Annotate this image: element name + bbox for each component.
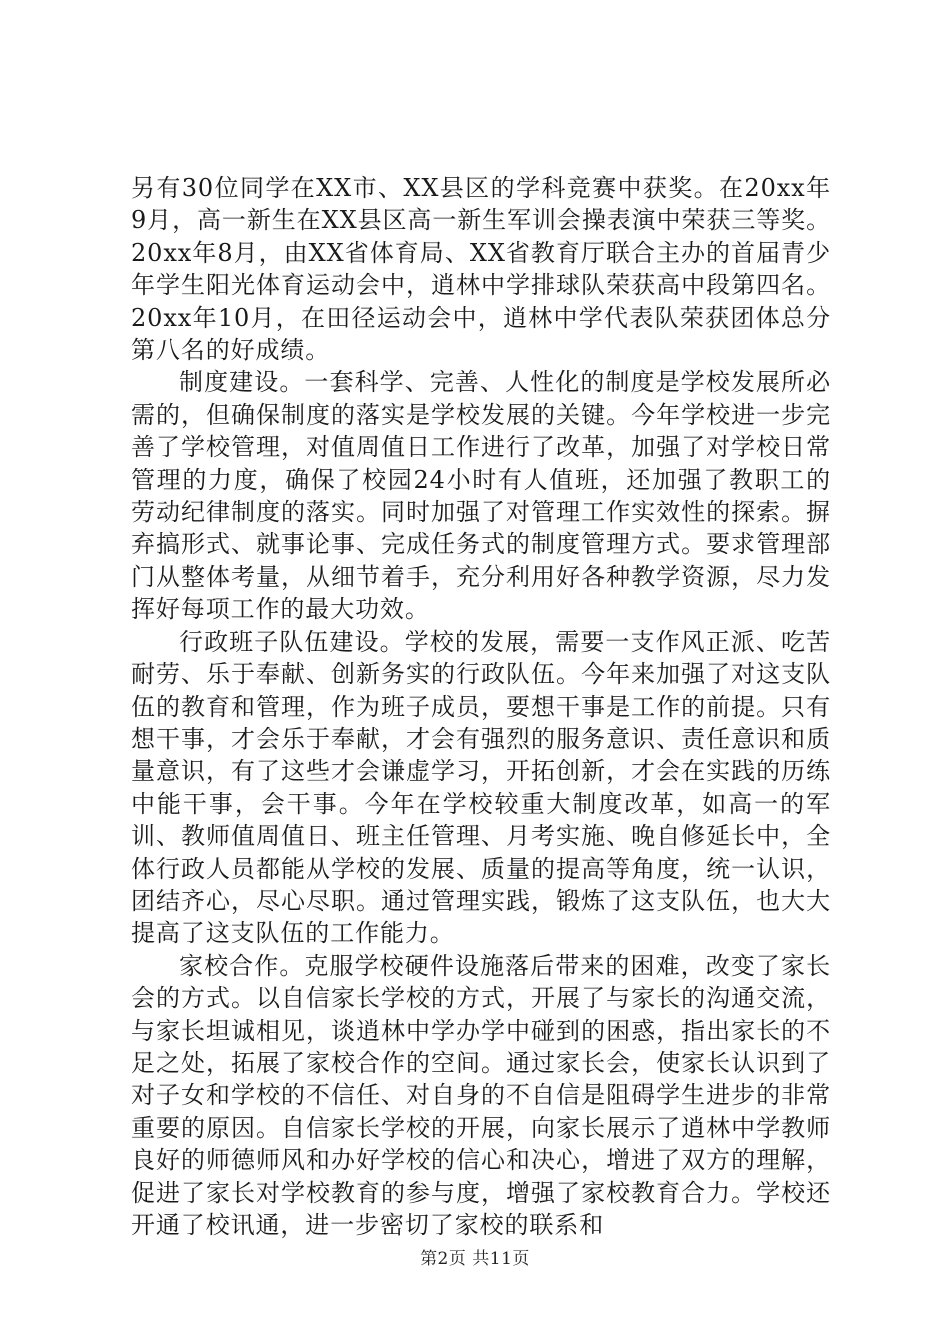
paragraph-system-construction: 制度建设。一套科学、完善、人性化的制度是学校发展所必需的，但确保制度的落实是学校发展的关键。今年学校进一步完善了学校管理，对值周值日工作进行了改革，加强了对学校日常管理的力度，确保了校园24小时有人值班，还加强了教职工的劳动纪律制度的落实。同时加强了对管理工作实效性的探索。摒弃搞形式、就事论事、完成任务式的制度管理方式。要求管理部门从整体考量，从细节着手，充分利用好各种教学资源，尽力发挥好每项工作的最大功效。: [131, 368, 831, 624]
paragraph-awards: 另有30位同学在XX市、XX县区的学科竞赛中获奖。在20xx年9月，高一新生在XX县区高一新生军训会操表演中荣获三等奖。20xx年8月，由XX省体育局、XX省教育厅联合主办的首届青少年学生阳光体育运动会中，逍林中学排球队荣获高中段第四名。20xx年10月，在田径运动会中，逍林中学代表队荣获团体总分第八名的好成绩。: [131, 174, 831, 365]
paragraph-home-school: 家校合作。克服学校硬件设施落后带来的困难，改变了家长会的方式。以自信家长学校的方式，开展了与家长的沟通交流，与家长坦诚相见，谈逍林中学办学中碰到的困惑，指出家长的不足之处，拓展了家校合作的空间。通过家长会，使家长认识到了对子女和学校的不信任、对自身的不自信是阻碍学生进步的非常重要的原因。自信家长学校的开展，向家长展示了逍林中学教师良好的师德师风和办好学校的信心和决心，增进了双方的理解，促进了家长对学校教育的参与度，增强了家校教育合力。学校还开通了校讯通，进一步密切了家校的联系和: [131, 951, 831, 1239]
page-footer: 第2页 共11页: [420, 1249, 530, 1269]
document-body: [131, 172, 831, 1241]
paragraph-admin-team: 行政班子队伍建设。学校的发展，需要一支作风正派、吃苦耐劳、乐于奉献、创新务实的行政队伍。今年来加强了对这支队伍的教育和管理，作为班子成员，要想干事是工作的前提。只有想干事，才会乐于奉献，才会有强烈的服务意识、责任意识和质量意识，有了这些才会谦虚学习，开拓创新，才会在实践的历练中能干事，会干事。今年在学校较重大制度改革，如高一的军训、教师值周值日、班主任管理、月考实施、晚自修延长中，全体行政人员都能从学校的发展、质量的提高等角度，统一认识，团结齐心，尽心尽职。通过管理实践，锻炼了这支队伍，也大大提高了这支队伍的工作能力。: [131, 627, 831, 948]
